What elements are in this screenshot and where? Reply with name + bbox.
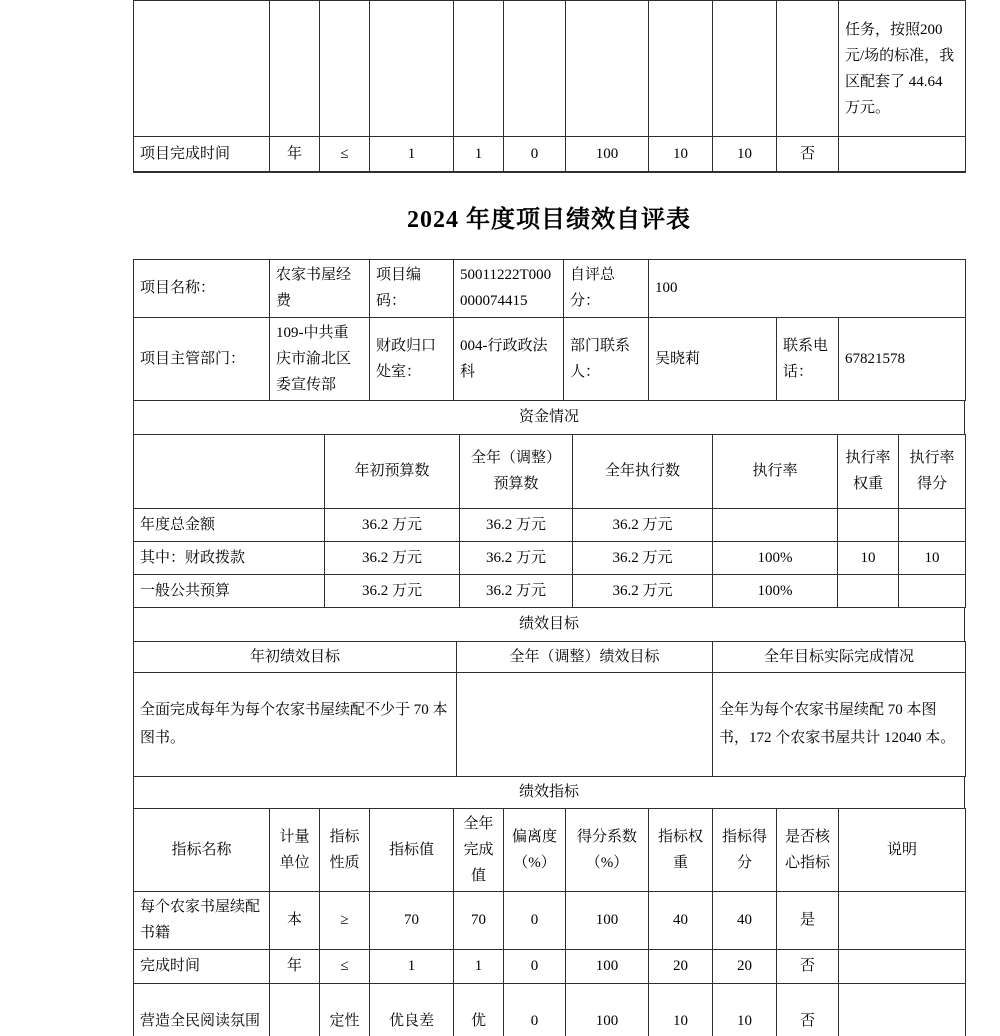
funding-table bbox=[133, 434, 966, 608]
indicator-name-cell: 每个农家书屋续配书籍 bbox=[134, 891, 270, 949]
project-name-label: 项目名称： bbox=[134, 259, 270, 317]
project-code-value: 50011222T000000074415 bbox=[454, 259, 564, 317]
funding-cell: 36.2 万元 bbox=[460, 574, 573, 607]
dept-value: 109-中共重庆市渝北区委宣传部 bbox=[270, 317, 370, 400]
indicator-cell: 100 bbox=[566, 983, 649, 1036]
funding-section-band bbox=[133, 400, 965, 435]
office-value: 004-行政政法科 bbox=[454, 317, 564, 400]
prev-actual-cell: 1 bbox=[454, 137, 504, 172]
document-content bbox=[133, 0, 965, 1036]
goals-section-band bbox=[133, 607, 965, 642]
prev-coef-cell: 100 bbox=[566, 137, 649, 172]
funding-row-label: 年度总金额 bbox=[134, 508, 325, 541]
indicator-remark-cell bbox=[839, 983, 966, 1036]
phone-value: 67821578 bbox=[839, 317, 966, 400]
funding-cell: 10 bbox=[899, 541, 966, 574]
indicator-cell: 1 bbox=[454, 949, 504, 983]
funding-cell bbox=[899, 508, 966, 541]
indicator-cell bbox=[270, 983, 320, 1036]
prev-target-cell: 1 bbox=[370, 137, 454, 172]
indicator-name-cell: 营造全民阅读氛围 bbox=[134, 983, 270, 1036]
funding-section-title: 资金情况 bbox=[134, 400, 965, 434]
goals-header-adjusted: 全年（调整）绩效目标 bbox=[457, 641, 713, 672]
project-info-table bbox=[133, 259, 966, 401]
prev-deviation-cell: 0 bbox=[504, 137, 566, 172]
indicator-cell: 70 bbox=[454, 891, 504, 949]
ind-header-weight: 指标权重 bbox=[649, 808, 713, 891]
ind-header-remark: 说明 bbox=[839, 808, 966, 891]
indicator-cell: 70 bbox=[370, 891, 454, 949]
indicator-cell: 20 bbox=[649, 949, 713, 983]
funding-header-rate-score: 执行率得分 bbox=[899, 434, 966, 508]
indicator-cell: 年 bbox=[270, 949, 320, 983]
prev-indicator-name-cell: 项目完成时间 bbox=[134, 137, 270, 172]
funding-cell bbox=[713, 508, 838, 541]
project-code-label: 项目编码： bbox=[370, 259, 454, 317]
prev-core-cell: 否 bbox=[777, 137, 839, 172]
prev-empty-cell bbox=[504, 1, 566, 137]
indicator-cell: 0 bbox=[504, 983, 566, 1036]
indicator-cell: 10 bbox=[713, 983, 777, 1036]
funding-header-initial-budget: 年初预算数 bbox=[325, 434, 460, 508]
goals-section-title: 绩效目标 bbox=[134, 607, 965, 641]
funding-cell: 36.2 万元 bbox=[573, 574, 713, 607]
indicator-remark-cell bbox=[839, 891, 966, 949]
ind-header-nature: 指标性质 bbox=[320, 808, 370, 891]
indicator-cell: 10 bbox=[649, 983, 713, 1036]
funding-cell: 36.2 万元 bbox=[460, 508, 573, 541]
prev-empty-cell bbox=[566, 1, 649, 137]
prev-empty-cell bbox=[370, 1, 454, 137]
indicator-cell: 定性 bbox=[320, 983, 370, 1036]
prev-empty-cell bbox=[713, 1, 777, 137]
funding-header-executed: 全年执行数 bbox=[573, 434, 713, 508]
indicator-cell: ≥ bbox=[320, 891, 370, 949]
indicators-table bbox=[133, 808, 966, 1036]
indicator-cell: 本 bbox=[270, 891, 320, 949]
ind-header-coef: 得分系数（%） bbox=[566, 808, 649, 891]
indicator-cell: 0 bbox=[504, 891, 566, 949]
goals-table bbox=[133, 641, 966, 777]
funding-cell: 36.2 万元 bbox=[460, 541, 573, 574]
ind-header-score: 指标得分 bbox=[713, 808, 777, 891]
indicator-cell: 是 bbox=[777, 891, 839, 949]
dept-label: 项目主管部门： bbox=[134, 317, 270, 400]
funding-cell bbox=[838, 508, 899, 541]
goals-adjusted-cell bbox=[457, 672, 713, 776]
previous-indicators-table-fragment bbox=[133, 0, 966, 173]
phone-label: 联系电话： bbox=[777, 317, 839, 400]
funding-header-rate-weight: 执行率权重 bbox=[838, 434, 899, 508]
funding-cell: 36.2 万元 bbox=[573, 541, 713, 574]
prev-note-cell bbox=[839, 137, 966, 172]
indicator-name-cell: 完成时间 bbox=[134, 949, 270, 983]
contact-value: 吴晓莉 bbox=[649, 317, 777, 400]
ind-header-actual: 全年完成值 bbox=[454, 808, 504, 891]
prev-nature-cell: ≤ bbox=[320, 137, 370, 172]
ind-header-unit: 计量单位 bbox=[270, 808, 320, 891]
indicator-cell: 20 bbox=[713, 949, 777, 983]
indicator-remark-cell bbox=[839, 949, 966, 983]
funding-cell bbox=[838, 574, 899, 607]
goals-actual-cell: 全年为每个农家书屋续配 70 本图书，172 个农家书屋共计 12040 本。 bbox=[713, 672, 966, 776]
prev-empty-cell bbox=[270, 1, 320, 137]
funding-cell: 36.2 万元 bbox=[325, 574, 460, 607]
indicators-section-title: 绩效指标 bbox=[134, 776, 965, 808]
indicator-cell: 优良差 bbox=[370, 983, 454, 1036]
funding-cell: 10 bbox=[838, 541, 899, 574]
prev-empty-cell bbox=[134, 1, 270, 137]
indicator-cell: 0 bbox=[504, 949, 566, 983]
funding-header-adjusted-budget: 全年（调整）预算数 bbox=[460, 434, 573, 508]
ind-header-name: 指标名称 bbox=[134, 808, 270, 891]
indicator-cell: 否 bbox=[777, 983, 839, 1036]
prev-unit-cell: 年 bbox=[270, 137, 320, 172]
prev-empty-cell bbox=[454, 1, 504, 137]
indicators-section-band bbox=[133, 776, 965, 809]
indicator-cell: 40 bbox=[713, 891, 777, 949]
goals-header-initial: 年初绩效目标 bbox=[134, 641, 457, 672]
indicator-cell: 1 bbox=[370, 949, 454, 983]
funding-cell: 100% bbox=[713, 541, 838, 574]
prev-empty-cell bbox=[649, 1, 713, 137]
indicator-cell: ≤ bbox=[320, 949, 370, 983]
funding-cell: 36.2 万元 bbox=[325, 508, 460, 541]
goals-header-actual: 全年目标实际完成情况 bbox=[713, 641, 966, 672]
indicator-cell: 优 bbox=[454, 983, 504, 1036]
funding-cell bbox=[899, 574, 966, 607]
funding-row-label: 其中：财政拨款 bbox=[134, 541, 325, 574]
funding-cell: 100% bbox=[713, 574, 838, 607]
office-label: 财政归口处室： bbox=[370, 317, 454, 400]
ind-header-core: 是否核心指标 bbox=[777, 808, 839, 891]
goals-initial-cell: 全面完成每年为每个农家书屋续配不少于 70 本图书。 bbox=[134, 672, 457, 776]
page-title: 2024 年度项目绩效自评表 bbox=[407, 206, 691, 233]
indicator-cell: 100 bbox=[566, 891, 649, 949]
prev-empty-cell bbox=[777, 1, 839, 137]
self-score-label: 自评总分： bbox=[564, 259, 649, 317]
funding-header-execution-rate: 执行率 bbox=[713, 434, 838, 508]
prev-score-cell: 10 bbox=[713, 137, 777, 172]
indicator-cell: 40 bbox=[649, 891, 713, 949]
funding-cell: 36.2 万元 bbox=[325, 541, 460, 574]
project-name-value: 农家书屋经费 bbox=[270, 259, 370, 317]
funding-header-empty bbox=[134, 434, 325, 508]
contact-label: 部门联系人： bbox=[564, 317, 649, 400]
ind-header-deviation: 偏离度（%） bbox=[504, 808, 566, 891]
carryover-note-cell: 任务，按照200 元/场的标准，我区配套了 44.64 万元。 bbox=[839, 1, 966, 137]
self-score-value: 100 bbox=[649, 259, 966, 317]
ind-header-target: 指标值 bbox=[370, 808, 454, 891]
funding-row-label: 一般公共预算 bbox=[134, 574, 325, 607]
indicator-cell: 否 bbox=[777, 949, 839, 983]
prev-empty-cell bbox=[320, 1, 370, 137]
funding-cell: 36.2 万元 bbox=[573, 508, 713, 541]
prev-weight-cell: 10 bbox=[649, 137, 713, 172]
indicator-cell: 100 bbox=[566, 949, 649, 983]
